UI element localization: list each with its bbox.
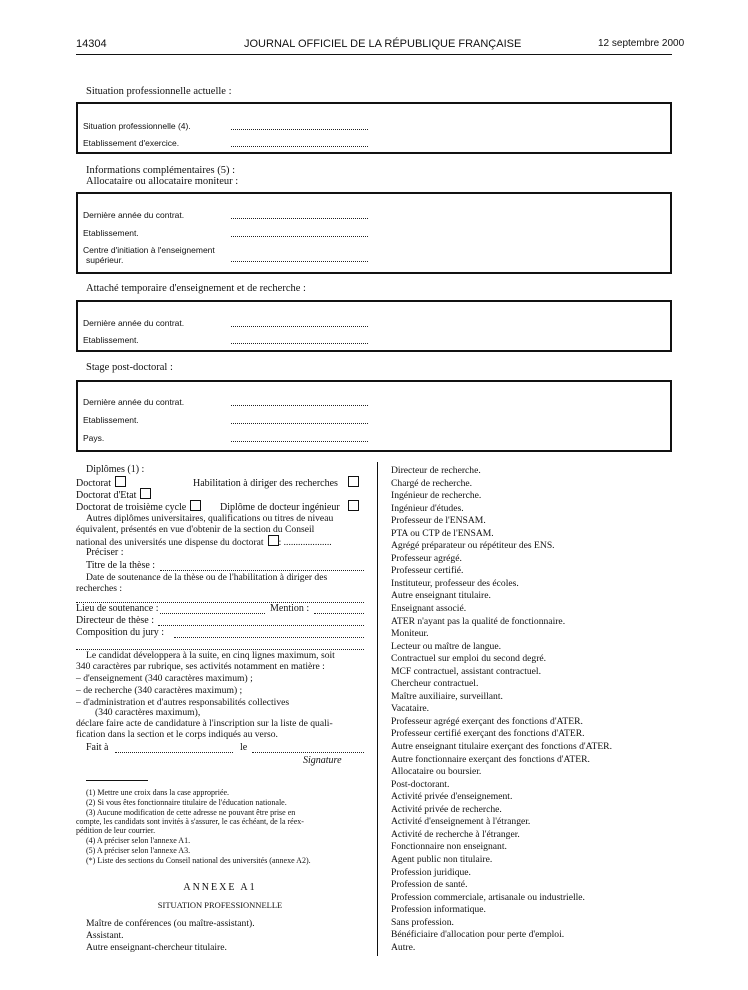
mention-label: Mention :	[270, 603, 310, 614]
situation-list-item: Activité d'enseignement à l'étranger.	[391, 816, 531, 828]
footnote-3-cont: compte, les candidats sont invités à s'assurer, le cas échéant, de la réex-	[76, 817, 304, 826]
header-date: 12 septembre 2000	[598, 38, 685, 49]
situation-list-item: Ingénieur d'études.	[391, 502, 464, 514]
situation-field-input[interactable]	[231, 128, 368, 130]
situation-list-item: Allocataire ou boursier.	[391, 766, 482, 778]
diplome-ingenieur-checkbox[interactable]	[348, 500, 359, 511]
diplome-ingenieur-label: Diplôme de docteur ingénieur	[220, 502, 340, 513]
signature-label: Signature	[303, 755, 342, 766]
footnote-3-cont2: pédition de leur courrier.	[76, 826, 156, 835]
situation-list-item: Contractuel sur emploi du second degré.	[391, 653, 547, 665]
etablissement-label: Etablissement.	[83, 228, 139, 238]
situation-list-item: Profession de santé.	[391, 879, 468, 891]
situation-list-item: Professeur agrégé exerçant des fonctions d'ATER.	[391, 715, 583, 727]
habilitation-checkbox[interactable]	[348, 476, 359, 487]
centre-initiation-label: Centre d'initiation à l'enseignement	[83, 245, 215, 255]
informations-title: Informations complémentaires (5) :	[86, 165, 235, 176]
date-soutenance-line1: Date de soutenance de la thèse ou de l'habilitation à diriger des	[86, 572, 328, 583]
declare-line1: déclare faire acte de candidature à l'inscription sur la liste de quali-	[76, 718, 333, 729]
situation-list-item: Professeur agrégé.	[391, 552, 462, 564]
footnote-star: (*) Liste des sections du Conseil national des universités (annexe A2).	[86, 856, 311, 865]
autres-diplomes-line2: équivalent, présentés en vue d'obtenir de la section du Conseil	[76, 524, 315, 535]
situation-list-item: Activité privée d'enseignement.	[391, 791, 513, 803]
postdoc-etablissement-input[interactable]	[231, 422, 368, 424]
doctorat-etat-label: Doctorat d'Etat	[76, 490, 137, 501]
enseignement-item: – d'enseignement (340 caractères maximum) ;	[76, 673, 253, 684]
situation-list-item: MCF contractuel, assistant contractuel.	[391, 665, 541, 677]
preciser-label: Préciser :	[86, 547, 124, 558]
situation-list-item: Chargé de recherche.	[391, 477, 473, 489]
titre-these-row: Titre de la thèse :	[86, 560, 156, 571]
situation-list-item: Chercheur contractuel.	[391, 678, 479, 690]
situation-list-item: Instituteur, professeur des écoles.	[391, 577, 519, 589]
postdoc-pays-input[interactable]	[231, 440, 368, 442]
ater-box	[76, 300, 672, 352]
ater-title: Attaché temporaire d'enseignement et de recherche :	[86, 283, 306, 294]
directeur-these-input[interactable]	[158, 625, 364, 626]
composition-jury-label: Composition du jury :	[76, 627, 165, 638]
dispense-checkbox[interactable]	[268, 535, 279, 546]
situation-title: Situation professionnelle actuelle :	[86, 86, 232, 97]
situation-list-item: Profession juridique.	[391, 866, 471, 878]
footnote-1: (1) Mettre une croix dans la case appropriée.	[86, 788, 230, 797]
autres-diplomes-line1: Autres diplômes universitaires, qualifications ou titres de niveau	[86, 513, 334, 524]
etablissement-field-label: Etablissement d'exercice.	[83, 138, 180, 148]
postdoc-pays-label: Pays.	[83, 433, 105, 443]
superieur-label: supérieur.	[86, 255, 124, 265]
fait-a-label: Fait à	[86, 742, 109, 753]
footnote-2: (2) Si vous êtes fonctionnaire titulaire de l'éducation nationale.	[86, 798, 287, 807]
situation-field-label: Situation professionnelle (4).	[83, 121, 191, 131]
situation-list-item: Activité privée de recherche.	[391, 803, 502, 815]
administration-item-cont: (340 caractères maximum),	[95, 707, 201, 718]
footnote-5: (5) A préciser selon l'annexe A3.	[86, 846, 191, 855]
situation-list-item: Agrégé préparateur ou répétiteur des ENS.	[391, 540, 555, 552]
postdoc-derniere-annee-input[interactable]	[231, 404, 368, 406]
candidat-line2: 340 caractères par rubrique, ses activités notamment en matière :	[76, 661, 325, 672]
ater-derniere-annee-input[interactable]	[231, 325, 368, 327]
annexe-item-2: Assistant.	[86, 930, 124, 941]
doctorat-etat-checkbox[interactable]	[140, 488, 151, 499]
situation-list	[391, 465, 612, 954]
candidat-line1: Le candidat développera à la suite, en cinq lignes maximum, soit	[86, 650, 335, 661]
annexe-item-3: Autre enseignant-chercheur titulaire.	[86, 942, 227, 953]
situation-list-item: Moniteur.	[391, 628, 429, 640]
habilitation-row	[193, 476, 359, 491]
situation-list-item: Lecteur ou maître de langue.	[391, 640, 502, 652]
lieu-soutenance-input[interactable]	[160, 613, 265, 614]
situation-list-item: Profession commerciale, artisanale ou industrielle.	[391, 891, 585, 903]
doctorat-label: Doctorat	[76, 478, 111, 489]
situation-list-item: Professeur certifié exerçant des fonctions d'ATER.	[391, 728, 585, 740]
diplomes-label: Diplômes (1) :	[86, 464, 145, 475]
situation-list-item: Profession informatique.	[391, 904, 486, 916]
situation-list-item: Agent public non titulaire.	[391, 853, 493, 865]
date-soutenance-line2: recherches :	[76, 583, 123, 594]
page-number: 14304	[76, 38, 107, 50]
situation-list-item: Professeur de l'ENSAM.	[391, 515, 486, 527]
ater-etablissement-label: Etablissement.	[83, 335, 139, 345]
composition-jury-input[interactable]	[174, 637, 364, 638]
postdoc-title: Stage post-doctoral :	[86, 362, 173, 373]
header-rule	[76, 54, 672, 55]
situation-list-item: Vacataire.	[391, 703, 430, 715]
situation-list-item: Fonctionnaire non enseignant.	[391, 841, 507, 853]
situation-list-item: Directeur de recherche.	[391, 465, 481, 476]
titre-these-input[interactable]	[160, 570, 364, 571]
situation-list-item: Professeur certifié.	[391, 565, 464, 577]
date-input[interactable]	[252, 752, 364, 753]
situation-list-item: Maître auxiliaire, surveillant.	[391, 690, 503, 702]
derniere-annee-input[interactable]	[231, 217, 368, 219]
situation-list-item: Activité de recherche à l'étranger.	[391, 828, 520, 840]
habilitation-label: Habilitation à diriger des recherches	[193, 478, 338, 489]
situation-list-item: Autre.	[391, 941, 416, 953]
etablissement-input[interactable]	[231, 235, 368, 237]
postdoc-derniere-annee-label: Dernière année du contrat.	[83, 397, 185, 407]
le-label: le	[240, 742, 248, 753]
allocataire-title: Allocataire ou allocataire moniteur :	[86, 176, 239, 187]
situation-list-item: Ingénieur de recherche.	[391, 490, 482, 502]
lieu-soutenance-label: Lieu de soutenance :	[76, 603, 159, 614]
ater-derniere-annee-label: Dernière année du contrat.	[83, 318, 185, 328]
recherche-item: – de recherche (340 caractères maximum) ;	[76, 685, 243, 696]
situation-box	[76, 102, 672, 154]
footnote-rule	[86, 780, 148, 781]
doctorat-troisieme-label: Doctorat de troisième cycle	[76, 502, 187, 513]
administration-item: – d'administration et d'autres responsabilités collectives	[76, 697, 290, 708]
annexe-subtitle: SITUATION PROFESSIONNELLE	[157, 900, 283, 910]
derniere-annee-label: Dernière année du contrat.	[83, 210, 185, 220]
postdoc-etablissement-label: Etablissement.	[83, 415, 139, 425]
column-divider	[377, 462, 378, 956]
situation-list-item: Bénéficiaire d'allocation pour perte d'emploi.	[391, 929, 565, 941]
autres-diplomes-line3: national des universités une dispense du doctorat : ....................	[76, 537, 332, 548]
fait-a-input[interactable]	[115, 752, 233, 753]
doctorat-checkbox[interactable]	[115, 476, 126, 487]
situation-list-item: Sans profession.	[391, 916, 454, 928]
ater-etablissement-input[interactable]	[231, 342, 368, 344]
situation-list-item: Post-doctorant.	[391, 778, 450, 790]
etablissement-field-input[interactable]	[231, 145, 368, 147]
directeur-these-label: Directeur de thèse :	[76, 615, 155, 626]
situation-list-item: Enseignant associé.	[391, 603, 467, 615]
footnote-4: (4) A préciser selon l'annexe A1.	[86, 836, 191, 845]
situation-list-item: PTA ou CTP de l'ENSAM.	[391, 527, 494, 539]
footnote-3: (3) Aucune modification de cette adresse ne pouvant être prise en	[86, 808, 296, 817]
doctorat-troisieme-checkbox[interactable]	[190, 500, 201, 511]
postdoc-box	[76, 380, 672, 452]
informations-box	[76, 192, 672, 274]
journal-title: JOURNAL OFFICIEL DE LA RÉPUBLIQUE FRANÇAISE	[244, 38, 522, 50]
mention-input[interactable]	[314, 613, 364, 614]
situation-list-item: Autre fonctionnaire exerçant des fonctions d'ATER.	[391, 753, 590, 765]
centre-initiation-input[interactable]	[231, 260, 368, 262]
situation-list-item: ATER n'ayant pas la qualité de fonctionnaire.	[391, 615, 566, 627]
annexe-item-1: Maître de conférences (ou maître-assistant).	[86, 918, 255, 929]
annexe-title: ANNEXE A1	[183, 882, 257, 893]
situation-list-item: Autre enseignant titulaire exerçant des fonctions d'ATER.	[391, 741, 612, 753]
declare-line2: fication dans la section et le corps indiqués au verso.	[76, 729, 278, 740]
situation-list-item: Autre enseignant titulaire.	[391, 590, 491, 602]
